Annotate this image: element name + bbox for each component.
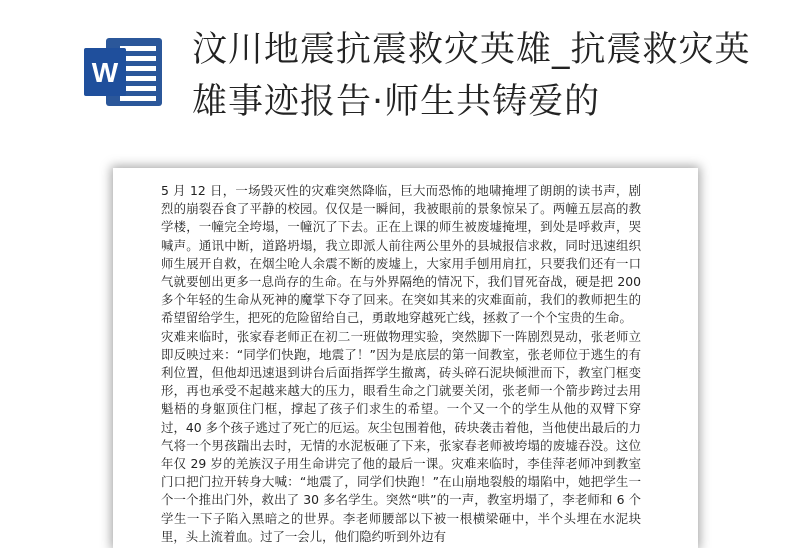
document-page [113, 168, 698, 548]
word-document-icon [84, 36, 164, 108]
paragraph-2: 灾难来临时，张家春老师正在初二一班做物理实验，突然脚下一阵剧烈晃动，张老师立即反映过来：“同学们快跑，地震了！”因为是底层的第一间教室，张老师位于逃生的有利位置，但他却迅速退到讲台后面指挥学生撤离，砖头碎石泥块倾泄而下，教室门框变形，再也承受不起越来越大的压力，眼看生命之门就要关闭，张老师一个箭步跨过去用魁梧的身躯顶住门框，撑起了孩子们求生的希望。一个又一个的学生从他的双臂下穿过，40 多个孩子逃过了死亡的厄运。灰尘包围着他，砖块袭击着他，当他使出最后的力气将一个男孩踹出去时，无情的水泥板砸了下来，张家春老师被垮塌的废墟吞没。这位年仅 29 岁的羌族汉子用生命讲完了他的最后一课。灾难来临时，李佳萍老师冲到教室门口把门拉开转身大喊：“地震了，同学们快跑！”在山崩地裂般的塌陷中，她把学生一个一个推出门外，救出了 30 多名学生。突然“哄”的一声，教室坍塌了，李老师和 6 个学生一下子陷入黑暗之的世界。李老师腰部以下被一根横梁砸中，半个头埋在水泥块里，头上流着血。过了一会儿，他们隐约听到外边有 [161, 328, 641, 544]
header [0, 0, 800, 150]
document-body [161, 182, 641, 546]
page-title: 汶川地震抗震救灾英雄_抗震救灾英雄事迹报告·师生共铸爱的 [192, 30, 751, 122]
paragraph-1: 5 月 12 日，一场毁灭性的灾难突然降临，巨大而恐怖的地啸掩埋了朗朗的读书声，剧烈的崩裂吞食了平静的校园。仅仅是一瞬间，我被眼前的景象惊呆了。两幢五层高的教学楼，一幢完全垮塌，一幢沉了下去。正在上课的师生被废墟掩埋，到处是呼救声，哭喊声。通讯中断，道路坍塌，我立即派人前往两公里外的县城报信求救，同时迅速组织师生展开自救，在烟尘呛人余震不断的废墟上，大家用手刨用肩扛，只要我们还有一口气就要刨出更多一息尚存的生命。在与外界隔绝的情况下，我们冒死奋战，硬是把 200 多个年轻的生命从死神的魔掌下夺了回来。在突如其来的灾难面前，我们的教师把生的希望留给学生，把死的危险留给自己，勇敢地穿越死亡线，拯救了一个个宝贵的生命。 [161, 183, 641, 326]
svg-text:W: W [91, 57, 119, 88]
